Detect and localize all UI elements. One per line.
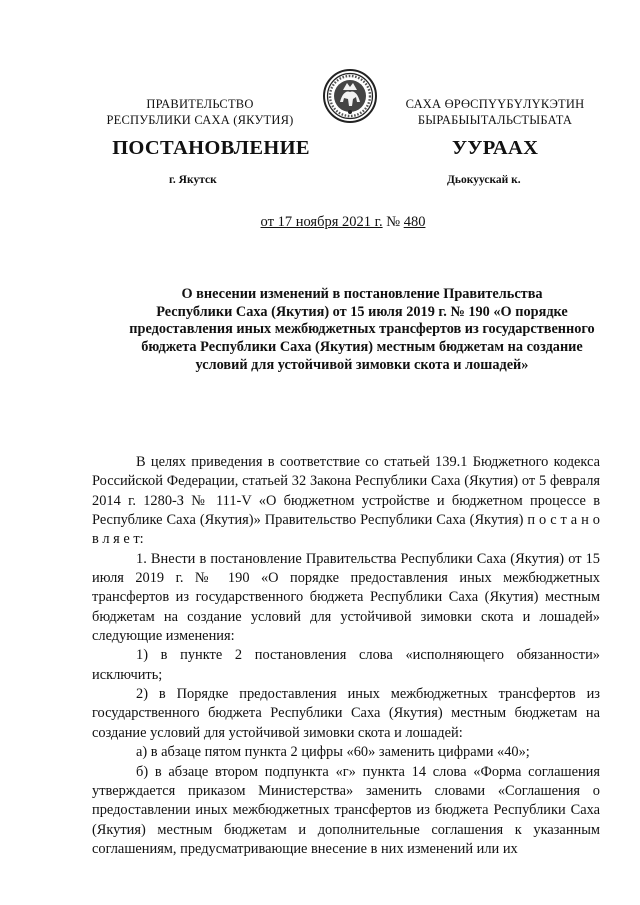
body-paragraph: 1. Внести в постановление Правительства Республики Саха (Якутия) от 15 июля 2019 г. № 190 «О порядке предоставления иных межбюджетных трансфертов из государственного бюджета Республики Саха (Якутия) местным бюджетам на создание условий для устойчивой зимовки скота и лошадей» следующие изменения: <box>92 550 600 645</box>
emblem-icon <box>322 68 378 124</box>
body-paragraph: 1) в пункте 2 постановления слова «исполняющего обязанности» исключить; <box>92 647 600 683</box>
city-right: Дьокуускай к. <box>447 174 521 186</box>
document-body <box>92 453 600 859</box>
date-line <box>0 214 640 231</box>
document-number: 480 <box>403 214 426 230</box>
body-paragraph: б) в абзаце втором подпункта «г» пункта 14 слова «Форма соглашения утверждается приказом Министерства» заменить словами «Соглашения о предоставлении иных межбюджетных трансфертов из бюджета Республики Саха (Якутия) местным бюджетам и дополнительные соглашения к указанным соглашениям, предусматривающие внесение в них изменений или их <box>92 763 600 857</box>
title-line: Республики Саха (Якутия) от 15 июля 2019 г. № 190 «О порядке <box>156 303 568 320</box>
body-paragraph: 2) в Порядке предоставления иных межбюджетных трансфертов из государственного бюджета Республики Саха (Якутия) местным бюджетам на создание условий для устойчивой зимовки скота и лошадей: <box>92 686 600 741</box>
body-paragraph: В целях приведения в соответствие со статьей 139.1 Бюджетного кодекса Российской Федерации, статьей 32 Закона Республики Саха (Якутия) от 5 февраля 2014 г. 1280-З № 111-V «О бюджетном устройстве и бюджетном процессе в Республике Саха (Якутия)» Правительство Республики Саха (Якутия) п о с т а н о в л я е т: <box>92 454 600 548</box>
header-right <box>384 96 606 128</box>
city-left: г. Якутск <box>169 174 217 186</box>
body-paragraph: а) в абзаце пятом пункта 2 цифры «60» заменить цифрами «40»; <box>136 744 530 761</box>
header-left-line2: РЕСПУБЛИКИ САХА (ЯКУТИЯ) <box>106 113 294 127</box>
header-left-line1: ПРАВИТЕЛЬСТВО <box>146 97 254 111</box>
title-line: предоставления иных межбюджетных трансфертов из государственного <box>129 321 595 338</box>
number-sign: № <box>386 214 401 230</box>
title-line: условий для устойчивой зимовки скота и лошадей» <box>195 356 529 373</box>
title-line: О внесении изменений в постановление Правительства <box>181 286 543 302</box>
doc-type-left: ПОСТАНОВЛЕНИЕ <box>112 137 310 159</box>
header-left <box>100 96 300 128</box>
header-right-line1: САХА ӨРӨСПҮҮБҮЛҮКЭТИН <box>405 97 585 111</box>
document-title <box>120 286 604 375</box>
header-right-line2: БЫРАБЫЫТАЛЬСТЫБАТА <box>417 113 573 127</box>
doc-type-right: УУРААХ <box>452 137 539 159</box>
document-date: от 17 ноября 2021 г. <box>260 214 383 230</box>
title-line: бюджета Республики Саха (Якутия) местным бюджетам на создание <box>141 339 583 356</box>
coat-of-arms-icon <box>322 68 378 124</box>
